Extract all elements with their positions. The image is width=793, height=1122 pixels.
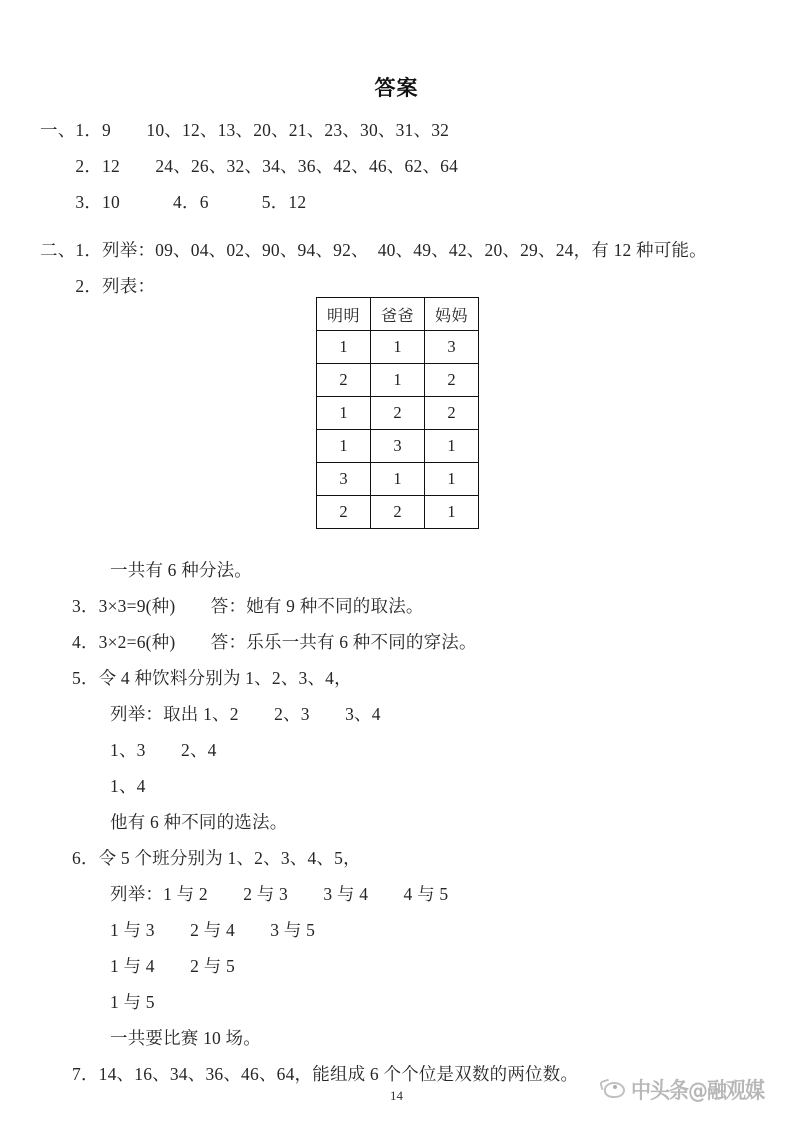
- table-cell: 2: [317, 496, 371, 529]
- section-two-item-4: [40, 624, 760, 660]
- section-two-item-1: 二、1．列举：09、04、02、90、94、92、 40、49、42、20、29、24，有 12 种可能。: [40, 240, 707, 260]
- page-number: 14: [390, 1088, 403, 1103]
- page-title: 答案: [374, 76, 419, 100]
- item-4-text: 3×2=6(种) 答：乐乐一共有 6 种不同的穿法。: [98, 632, 477, 652]
- table-row: [317, 397, 479, 430]
- watermark: [600, 1068, 790, 1108]
- table-cell: 3: [371, 430, 425, 463]
- section-two-item-6-line-5: 1 与 5: [110, 992, 155, 1012]
- table-header-cell: 妈妈: [425, 298, 479, 331]
- section-two-item-6-line-6: 一共要比赛 10 场。: [110, 1028, 261, 1048]
- section-two-item-5-line-5: 他有 6 种不同的选法。: [110, 812, 288, 832]
- table-cell: 2: [317, 364, 371, 397]
- table-cell: 1: [317, 397, 371, 430]
- table-cell: 1: [371, 331, 425, 364]
- table-row: [317, 430, 479, 463]
- section-one-line-1: 一、1．9 10、12、13、20、21、23、30、31、32: [40, 120, 450, 140]
- section-two-item-5-line-1: 5．令 4 种饮料分别为 1、2、3、4，: [72, 668, 352, 688]
- section-one-line-2: 2．12 24、26、32、34、36、42、46、62、64: [40, 156, 459, 176]
- section-two-item-6-line-3: 1 与 3 2 与 4 3 与 5: [110, 920, 316, 940]
- section-two-item-2-label: 2．列表：: [40, 276, 156, 296]
- table-cell: 1: [317, 430, 371, 463]
- section-two-item-7: 7．14、16、34、36、46、64，能组成 6 个个位是双数的两位数。: [72, 1064, 579, 1084]
- item-4-number: 4．: [72, 632, 99, 652]
- table-cell: 1: [317, 331, 371, 364]
- table-cell: 2: [371, 397, 425, 430]
- section-two-item-6-line-4: 1 与 4 2 与 5: [110, 956, 235, 976]
- table-row: [317, 496, 479, 529]
- table-cell: 2: [425, 364, 479, 397]
- bird-icon: [600, 1079, 626, 1097]
- table-header-cell: 明明: [317, 298, 371, 331]
- table-cell: 3: [317, 463, 371, 496]
- section-two-item-3: 3．3×3=9(种) 答：她有 9 种不同的取法。: [72, 596, 424, 616]
- table-row: [317, 331, 479, 364]
- table-cell: 1: [371, 364, 425, 397]
- table-summary-line: 一共有 6 种分法。: [110, 560, 252, 580]
- table-cell: 1: [425, 430, 479, 463]
- table-row: [317, 463, 479, 496]
- table-cell: 3: [425, 331, 479, 364]
- section-two-item-5-line-4: 1、4: [110, 776, 146, 796]
- table-cell: 1: [425, 496, 479, 529]
- section-two-item-5-line-3: 1、3 2、4: [110, 740, 217, 760]
- table-cell: 2: [425, 397, 479, 430]
- table-cell: 1: [371, 463, 425, 496]
- section-two-item-6-line-2: 列举：1 与 2 2 与 3 3 与 4 4 与 5: [110, 884, 449, 904]
- table-row: [317, 364, 479, 397]
- table-cell: 1: [425, 463, 479, 496]
- section-two-item-6-line-1: 6．令 5 个班分别为 1、2、3、4、5，: [72, 848, 361, 868]
- section-two-item-5-line-2: 列举：取出 1、2 2、3 3、4: [110, 704, 381, 724]
- table-header-cell: 爸爸: [371, 298, 425, 331]
- distribution-table: [316, 297, 479, 529]
- table-header-row: [317, 298, 479, 331]
- distribution-table-body: [317, 298, 479, 529]
- table-cell: 2: [371, 496, 425, 529]
- answer-body: [40, 112, 760, 1092]
- watermark-text: 中头条@融观媒: [631, 1076, 764, 1104]
- distribution-table-wrapper: [316, 297, 479, 529]
- section-one-line-3: 3．10 4．6 5．12: [40, 192, 307, 212]
